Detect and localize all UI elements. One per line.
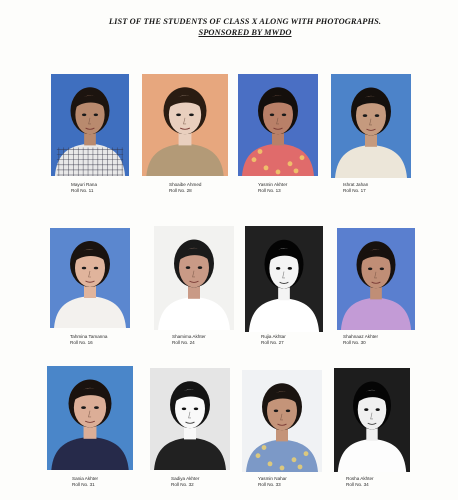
student-roll: Roll No. 34 bbox=[346, 482, 369, 487]
student-roll: Roll No. 11 bbox=[71, 188, 94, 193]
student-roll: Roll No. 28 bbox=[169, 188, 192, 193]
student-name: Ishrat Jahan bbox=[343, 182, 369, 187]
student-photo bbox=[238, 74, 318, 176]
title-line-2: SPONSORED BY MWDO bbox=[198, 28, 292, 37]
portrait-illustration bbox=[242, 370, 322, 472]
portrait-illustration bbox=[47, 366, 133, 470]
student-photo bbox=[334, 368, 410, 472]
student-photo bbox=[50, 228, 130, 328]
portrait-illustration bbox=[150, 368, 230, 470]
portrait-illustration bbox=[245, 226, 323, 332]
student-roll: Roll No. 32 bbox=[171, 482, 194, 487]
student-roll: Roll No. 30 bbox=[343, 340, 366, 345]
portrait-illustration bbox=[51, 74, 129, 176]
title-line-1: LIST OF THE STUDENTS OF CLASS X ALONG WITH PHOTOGRAPHS. bbox=[108, 17, 382, 26]
student-roll: Roll No. 24 bbox=[172, 340, 195, 345]
portrait-illustration bbox=[334, 368, 410, 472]
student-roll: Roll No. 16 bbox=[70, 340, 93, 345]
student-name: Sania Akhter bbox=[72, 476, 99, 481]
portrait-illustration bbox=[154, 226, 234, 330]
portrait-illustration bbox=[337, 228, 415, 330]
student-roll: Roll No. 13 bbox=[258, 188, 281, 193]
student-photo bbox=[331, 74, 411, 178]
student-photo bbox=[154, 226, 234, 330]
portrait-illustration bbox=[142, 74, 228, 176]
student-name: Shamima Akhter bbox=[172, 334, 206, 339]
student-roll: Roll No. 31 bbox=[72, 482, 95, 487]
portrait-illustration bbox=[50, 228, 130, 328]
student-photo bbox=[337, 228, 415, 330]
student-name: Shahnaaz Akhter bbox=[343, 334, 378, 339]
document-title bbox=[60, 16, 430, 38]
student-name: Sadiya Akhter bbox=[171, 476, 200, 481]
student-name: Tahmina Tamanna bbox=[70, 334, 108, 339]
student-name: Yasmin Akhter bbox=[258, 182, 288, 187]
student-photo bbox=[242, 370, 322, 472]
student-name: Yasmin Nahar bbox=[258, 476, 287, 481]
student-name: Mayuri Rana bbox=[71, 182, 98, 187]
student-name: Rujia Akhtar bbox=[261, 334, 286, 339]
student-roll: Roll No. 33 bbox=[258, 482, 281, 487]
student-photo bbox=[245, 226, 323, 332]
portrait-illustration bbox=[331, 74, 411, 178]
portrait-illustration bbox=[238, 74, 318, 176]
student-roll: Roll No. 27 bbox=[261, 340, 284, 345]
student-photo bbox=[47, 366, 133, 470]
student-photo bbox=[150, 368, 230, 470]
student-roll: Roll No. 17 bbox=[343, 188, 366, 193]
student-photo bbox=[142, 74, 228, 176]
student-name: Rosha Akhter bbox=[346, 476, 374, 481]
student-name: Shoaibe Ahmed bbox=[169, 182, 202, 187]
student-photo bbox=[51, 74, 129, 176]
